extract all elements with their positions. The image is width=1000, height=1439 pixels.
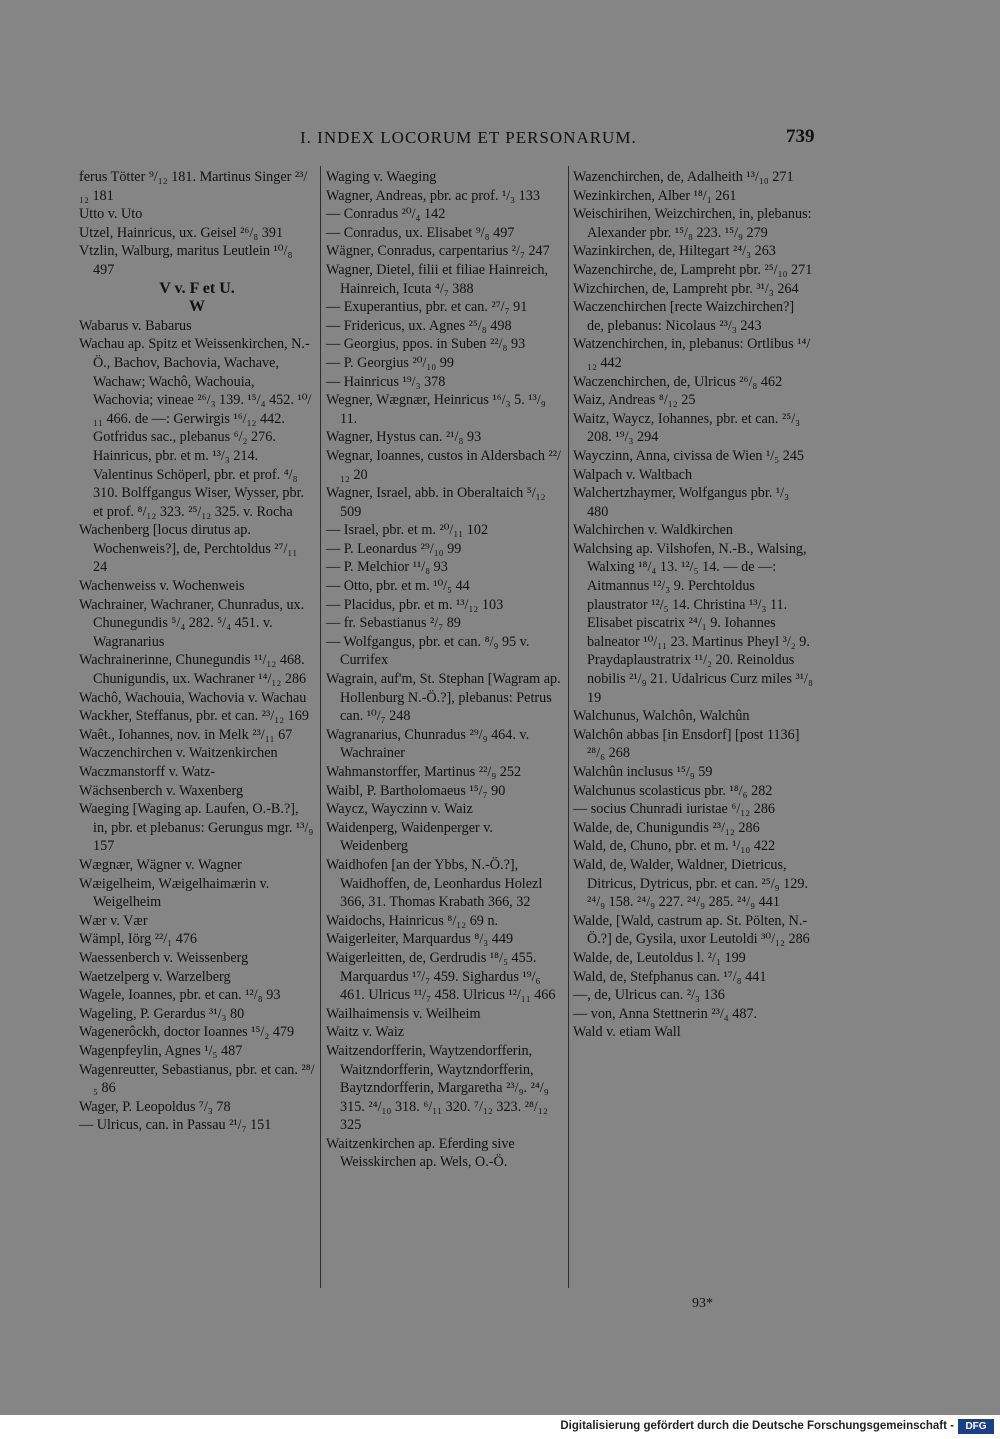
index-entry: Waczenchirchen v. Waitzenkirchen bbox=[79, 745, 278, 762]
index-entry: Watzenchirchen, in, plebanus: Ortlibus ¹⁴/₁₂ 442 bbox=[573, 336, 811, 371]
index-entry: Waycz, Wayczinn v. Waiz bbox=[326, 801, 473, 818]
index-entry: — Fridericus, ux. Agnes ²⁵/₈ 498 bbox=[326, 317, 512, 334]
index-entry: — Conradus, ux. Elisabet ⁹/₈ 497 bbox=[326, 224, 515, 241]
index-entry: Waging v. Waeging bbox=[326, 169, 437, 185]
column-divider bbox=[320, 166, 321, 1288]
index-entry: Wagner, Israel, abb. in Oberaltaich ⁵/₁₂ 509 bbox=[326, 485, 546, 520]
index-entry: — Conradus ²⁰/₄ 142 bbox=[326, 206, 446, 223]
index-entry: Waessenberch v. Weissenberg bbox=[79, 949, 249, 966]
index-entry: Wazenchirche, de, Lampreht pbr. ²⁵/₁₀ 271 bbox=[573, 261, 813, 278]
index-entry: Waidenperg, Waidenperger v. Weidenberg bbox=[326, 819, 493, 855]
page-header bbox=[0, 128, 1000, 152]
index-entry: Walde, de, Leutoldus l. ²/₁ 199 bbox=[573, 949, 746, 966]
index-entry: Waczmanstorff v. Watz- bbox=[79, 764, 216, 780]
index-entry: Walchôn abbas [in Ensdorf] [post 1136] ²⁸/₆ 268 bbox=[573, 726, 800, 762]
index-entry: — Ulricus, can. in Passau ²¹/₇ 151 bbox=[79, 1117, 272, 1134]
index-entry: Wald, de, Walder, Waldner, Dietricus, Ditricus, Dytricus, pbr. et can. ²⁵/₉ 129. ²⁴/₉ 158. ²⁴/₉ 227. ²⁴/₉ 285. ²⁴/₉ 441 bbox=[573, 856, 809, 911]
index-entry: — Otto, pbr. et m. ¹⁰/₅ 44 bbox=[326, 578, 470, 595]
index-entry: — Exuperantius, pbr. et can. ²⁷/₇ 91 bbox=[326, 299, 528, 316]
index-entry: Wizchirchen, de, Lampreht pbr. ³¹/₃ 264 bbox=[573, 280, 799, 297]
index-entry: Wageling, P. Gerardus ³¹/₃ 80 bbox=[79, 1005, 245, 1022]
index-entry: Wagranarius, Chunradus ²⁹/₉ 464. v. Wachrainer bbox=[326, 726, 530, 762]
index-entry: Wager, P. Leopoldus ⁷/₃ 78 bbox=[79, 1098, 231, 1115]
index-entry: Wald, de, Stefphanus can. ¹⁷/₈ 441 bbox=[573, 968, 767, 985]
index-entry: Wagele, Ioannes, pbr. et can. ¹²/₈ 93 bbox=[79, 987, 281, 1004]
index-entry: Wagenerôckh, doctor Ioannes ¹⁵/₂ 479 bbox=[79, 1024, 295, 1041]
index-column-1 bbox=[79, 168, 315, 1135]
index-column-2 bbox=[326, 168, 564, 1172]
index-entry: Wachenweiss v. Wochenweis bbox=[79, 578, 245, 595]
index-entry: Walchertzhaymer, Wolfgangus pbr. ¹/₃ 480 bbox=[573, 485, 790, 520]
index-entry: Waitz, Waycz, Iohannes, pbr. et can. ²⁵/₃ 208. ¹⁹/₃ 294 bbox=[573, 410, 801, 446]
index-entry: — P. Georgius ²⁰/₁₀ 99 bbox=[326, 354, 454, 371]
index-entry: Weischirihen, Weizchirchen, in, plebanus: Alexander pbr. ¹⁵/₈ 223. ¹⁵/₉ 279 bbox=[573, 206, 812, 241]
index-entry: Wachrainerinne, Chunegundis ¹¹/₁₂ 468. Chunigundis, ux. Wachraner ¹⁴/₁₂ 286 bbox=[79, 652, 307, 688]
index-entry: Wackher, Steffanus, pbr. et can. ²³/₁₂ 169 bbox=[79, 708, 309, 725]
index-entry: Wachenberg [locus dirutus ap. Wochenweis?], de, Perchtoldus ²⁷/₁₁ 24 bbox=[79, 522, 298, 576]
index-entry: Walchûn inclusus ¹⁵/₉ 59 bbox=[573, 764, 713, 780]
index-entry: Wægnær, Wägner v. Wagner bbox=[79, 856, 242, 873]
index-entry: Waidochs, Hainricus ⁸/₁₂ 69 n. bbox=[326, 912, 499, 929]
index-entry: Wald v. etiam Wall bbox=[573, 1024, 681, 1041]
index-entry: Wazinkirchen, de, Hiltegart ²⁴/₃ 263 bbox=[573, 243, 776, 260]
index-entry: Waczenchirchen, de, Ulricus ²⁶/₈ 462 bbox=[573, 373, 783, 390]
index-entry: Waczenchirchen [recte Waizchirchen?] de, plebanus: Nicolaus ²³/₃ 243 bbox=[573, 299, 795, 334]
index-entry: Walchunus scolasticus pbr. ¹⁸/₆ 282 bbox=[573, 782, 773, 799]
index-entry: Waetzelperg v. Warzelberg bbox=[79, 968, 231, 985]
index-entry: Wær v. Vær bbox=[79, 912, 148, 929]
index-entry: Wahmanstorffer, Martinus ²²/₉ 252 bbox=[326, 764, 522, 780]
index-column-3 bbox=[573, 168, 813, 1042]
index-entry: Wägner, Conradus, carpentarius ²/₇ 247 bbox=[326, 243, 550, 260]
index-entry: Wächsenberch v. Waxenberg bbox=[79, 782, 244, 799]
index-entry: Wagner, Hystus can. ²¹/₈ 93 bbox=[326, 429, 482, 446]
column-divider bbox=[568, 166, 569, 1288]
index-entry: — socius Chunradi iuristae ⁶/₁₂ 286 bbox=[573, 801, 776, 818]
index-entry: Waeging [Waging ap. Laufen, O.-B.?], in, pbr. et plebanus: Gerungus mgr. ¹³/₉ 157 bbox=[79, 801, 314, 855]
index-entry: Wagenpfeylin, Agnes ¹/₅ 487 bbox=[79, 1042, 243, 1059]
signature-mark: 93* bbox=[692, 1296, 713, 1311]
index-entry: Wegner, Wægnær, Heinricus ¹⁶/₃ 5. ¹³/₉ 11. bbox=[326, 392, 546, 427]
index-entry: Wämpl, Iörg ²²/₁ 476 bbox=[79, 931, 198, 948]
index-entry: — Hainricus ¹⁹/₃ 378 bbox=[326, 373, 446, 390]
index-entry: Waigerleiter, Marquardus ⁸/₃ 449 bbox=[326, 931, 514, 948]
index-entry: Walchunus, Walchôn, Walchûn bbox=[573, 708, 750, 725]
page-number: 739 bbox=[786, 126, 815, 147]
index-entry: — P. Leonardus ²⁹/₁₀ 99 bbox=[326, 540, 462, 557]
index-entry: Waitzenkirchen ap. Eferding sive Weisskirchen ap. Wels, O.-Ö. bbox=[326, 1135, 515, 1171]
index-entry: Wachau ap. Spitz et Weissenkirchen, N.-Ö., Bachov, Bachovia, Wachave, Wachaw; Wachô, Wachouia, Wachovia; vineae ²⁶/₃ 139. ¹⁵/₄ 452. ¹⁰/₁₁ 466. de —: Gerwirgis ¹⁶/₁₂ 442. Gotfridus sac., plebanus ⁶/₂ 276. Hainricus, pbr. et m. ¹³/₃ 214. Valentinus Schöperl, pbr. et prof. ⁴/₈ 310. Bolffgangus Wiser, Wysser, pbr. et prof. ⁸/₁₂ 323. ²⁵/₁₂ 325. v. Rocha bbox=[79, 336, 312, 520]
index-entry: Wayczinn, Anna, civissa de Wien ¹/₅ 245 bbox=[573, 447, 805, 464]
index-entry: Wachrainer, Wachraner, Chunradus, ux. Chunegundis ⁵/₄ 282. ⁵/₄ 451. v. Wagranarius bbox=[79, 596, 305, 650]
index-entry: — Wolfgangus, pbr. et can. ⁸/₉ 95 v. Currifex bbox=[326, 633, 530, 669]
index-entry: Vtzlin, Walburg, maritus Leutlein ¹⁰/₈ 497 bbox=[79, 243, 293, 278]
index-entry: Waitzendorfferin, Waytzendorfferin, Waitzndorfferin, Waytzndorfferin, Baytzndorfferin, Margaretha ²³/₉. ²⁴/₉ 315. ²⁴/₁₀ 318. ⁶/₁₁ 320. ⁷/₁₂ 323. ²⁸/₁₂ 325 bbox=[326, 1042, 549, 1134]
footer-bar bbox=[0, 1415, 1000, 1439]
index-entry: Walchsing ap. Vilshofen, N.-B., Walsing, Walxing ¹⁸/₄ 13. ¹²/₅ 14. — de —: Aitmannus ¹²/₃ 9. Perchtoldus plaustrator ¹²/₅ 14. Christina ¹³/₃ 11. Elisabet piscatrix ²⁴/₁ 9. Iohannes balneator ¹⁰/₁₁ 23. Martinus Pheyl ³/₂ 9. Praydaplaustratrix ¹¹/₂ 20. Reinoldus nobilis ²¹/₉ 21. Udalricus Curz miles ³¹/₈ 19 bbox=[573, 540, 813, 706]
index-entry: Wagner, Andreas, pbr. ac prof. ¹/₃ 133 bbox=[326, 187, 540, 204]
index-entry: — Israel, pbr. et m. ²⁰/₁₁ 102 bbox=[326, 522, 489, 539]
index-entry: Wabarus v. Babarus bbox=[79, 317, 192, 334]
index-entry: —, de, Ulricus can. ²/₃ 136 bbox=[573, 987, 725, 1004]
index-entry: Walchirchen v. Waldkirchen bbox=[573, 522, 734, 539]
index-entry: Wagner, Dietel, filii et filiae Hainreich, Hainreich, Icuta ⁴/₇ 388 bbox=[326, 261, 549, 297]
index-entry: Wæigelheim, Wæigelhaimærin v. Weigelheim bbox=[79, 875, 270, 911]
index-entry: Walde, [Wald, castrum ap. St. Pölten, N.-Ö.?] de, Gysila, uxor Leutoldi ³⁰/₁₂ 286 bbox=[573, 912, 810, 948]
index-entry: Waibl, P. Bartholomaeus ¹⁵/₇ 90 bbox=[326, 782, 506, 799]
index-entry: — Placidus, pbr. et m. ¹³/₁₂ 103 bbox=[326, 596, 504, 613]
index-entry: Waidhofen [an der Ybbs, N.-Ö.?], Waidhoffen, de, Leonhardus Holezl 366, 31. Thomas Krabath 366, 32 bbox=[326, 856, 543, 911]
index-entry: Utzel, Hainricus, ux. Geisel ²⁶/₈ 391 bbox=[79, 224, 284, 241]
index-entry: Wachô, Wachouia, Wachovia v. Wachau bbox=[79, 689, 307, 706]
index-entry: Wald, de, Chuno, pbr. et m. ¹/₁₀ 422 bbox=[573, 838, 776, 855]
index-entry: Utto v. Uto bbox=[79, 206, 143, 223]
index-entry: — Georgius, ppos. in Suben ²²/₈ 93 bbox=[326, 336, 526, 353]
index-entry: Wazenchirchen, de, Adalheith ¹³/₁₀ 271 bbox=[573, 169, 794, 185]
section-heading: W bbox=[189, 298, 205, 316]
index-entry: Waêt., Iohannes, nov. in Melk ²³/₁₁ 67 bbox=[79, 726, 293, 743]
index-entry: Wagenreutter, Sebastianus, pbr. et can. ²⁸/₅ 86 bbox=[79, 1061, 315, 1097]
index-entry: Waiz, Andreas ⁸/₁₂ 25 bbox=[573, 392, 696, 409]
running-title: I. INDEX LOCORUM ET PERSONARUM. bbox=[300, 128, 637, 147]
index-entry: — fr. Sebastianus ²/₇ 89 bbox=[326, 615, 461, 632]
index-entry: ferus Tötter ⁹/₁₂ 181. Martinus Singer ²³/₁₂ 181 bbox=[79, 169, 308, 204]
index-entry: — von, Anna Stettnerin ²³/₄ 487. bbox=[573, 1005, 758, 1022]
index-entry: Wailhaimensis v. Weilheim bbox=[326, 1005, 481, 1022]
index-entry: Walde, de, Chunigundis ²³/₁₂ 286 bbox=[573, 819, 760, 836]
index-entry: Walpach v. Waltbach bbox=[573, 466, 693, 483]
index-entry: Wezinkirchen, Alber ¹⁸/₁ 261 bbox=[573, 187, 737, 204]
section-heading: V v. F et U. bbox=[159, 279, 235, 297]
index-entry: Waitz v. Waiz bbox=[326, 1024, 405, 1041]
funding-note: Digitalisierung gefördert durch die Deutsche Forschungsgemeinschaft - bbox=[560, 1420, 954, 1432]
index-entry: Waigerleitten, de, Gerdrudis ¹⁸/₅ 455. Marquardus ¹⁷/₇ 459. Sighardus ¹⁹/₆ 461. Ulricus ¹¹/₇ 458. Ulricus ¹²/₁₁ 466 bbox=[326, 949, 556, 1004]
dfg-logo: DFG bbox=[958, 1419, 994, 1434]
index-entry: Wegnar, Ioannes, custos in Aldersbach ²²/₁₂ 20 bbox=[326, 447, 561, 483]
index-entry: — P. Melchior ¹¹/₈ 93 bbox=[326, 559, 448, 576]
index-entry: Wagrain, auf'm, St. Stephan [Wagram ap. Hollenburg N.-Ö.?], plebanus: Petrus can. ¹⁰/₇ 248 bbox=[326, 671, 561, 725]
